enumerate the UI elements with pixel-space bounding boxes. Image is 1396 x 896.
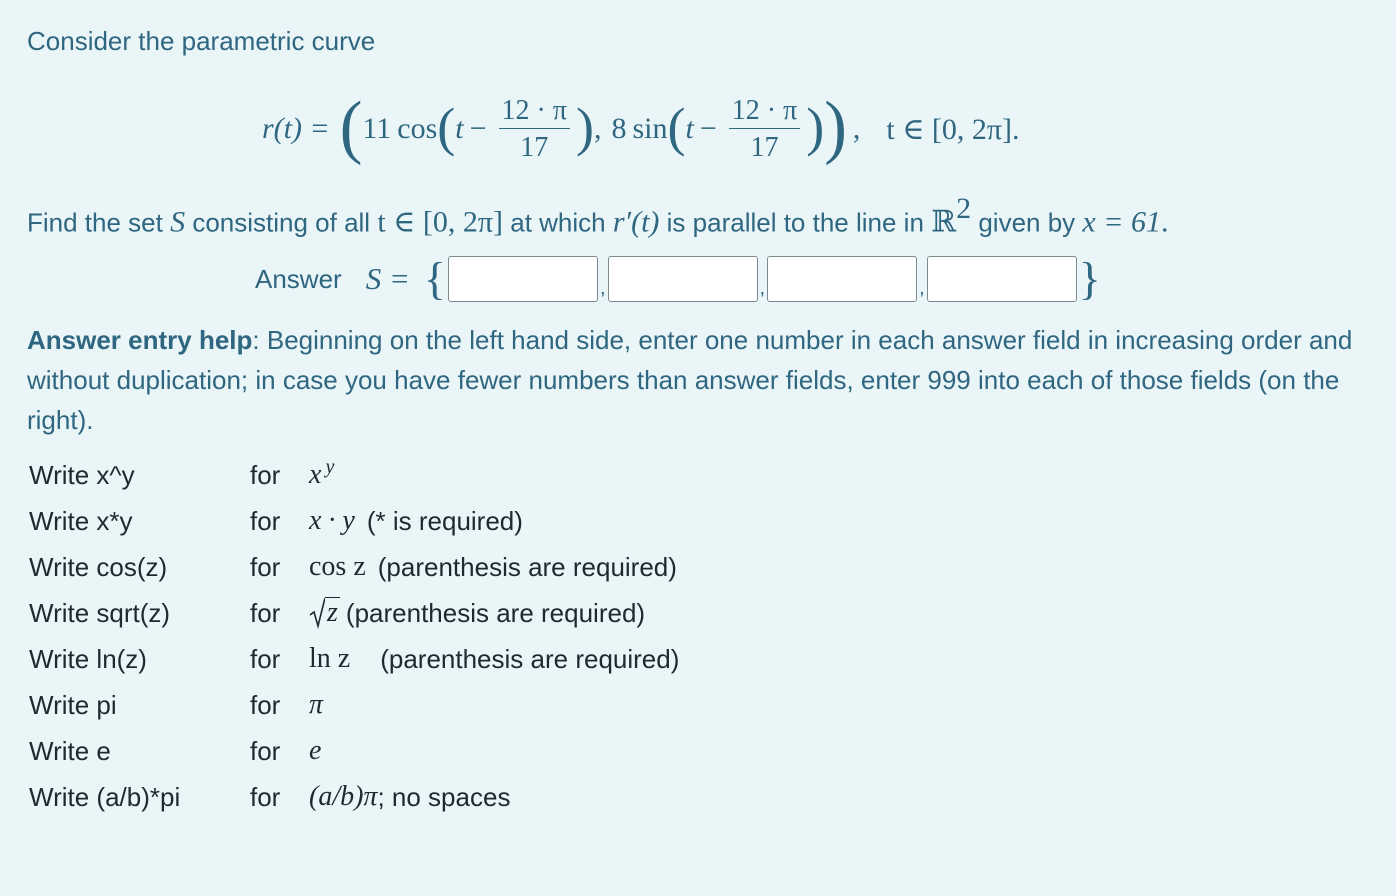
syntax-write: Write (a/b)*pi [29,781,181,812]
fraction-y-numerator: 12 · π [729,96,800,128]
answer-field-3[interactable] [767,256,917,302]
outer-close-paren: ) [824,86,847,166]
minus-x: − [469,112,487,145]
intro-text: Consider the parametric curve [27,26,376,56]
formula-lhs: r(t) = [262,112,330,145]
func-y: sin [632,112,668,145]
func-x: cos [397,112,438,145]
real-space-exponent: 2 [956,192,972,225]
answer-field-2[interactable] [608,256,758,302]
formula-domain: t ∈ [0, 2π]. [886,112,1020,146]
question-domain: t ∈ [0, 2π] [377,205,503,239]
syntax-for: for [250,735,281,766]
syntax-row-pi [29,682,679,728]
set-variable: S [170,205,186,239]
answer-label: Answer [255,263,342,294]
syntax-write: Write pi [29,689,117,720]
answer-separator-1: , [599,277,606,299]
inner-close-paren-x: ) [576,97,594,157]
syntax-write: Write ln(z) [29,643,147,674]
syntax-note: (parenthesis are required) [380,643,680,674]
fraction-x [499,96,570,162]
formula-comma: , [593,112,602,145]
question-text [27,192,1169,240]
open-brace: { [423,253,446,304]
help-title: Answer entry help [27,325,253,355]
outer-open-paren: ( [339,86,363,166]
syntax-note: (parenthesis are required) [345,597,646,628]
syntax-math: π [309,689,324,720]
answer-field-1[interactable] [448,256,598,302]
syntax-row-multiply [29,498,679,544]
question-period: . [1160,205,1169,239]
minus-y: − [699,112,717,145]
inner-close-paren-y: ) [806,97,825,157]
syntax-math: x [309,459,322,490]
answer-entry-help [27,320,1367,440]
syntax-for: for [250,781,281,812]
syntax-for: for [250,459,281,490]
inner-open-paren-x: ( [437,97,456,157]
syntax-write: Write x*y [29,505,133,536]
real-space: ℝ [931,205,957,239]
domain-comma: , [852,112,861,145]
syntax-math: cos z [309,551,366,582]
inner-open-paren-y: ( [667,97,686,157]
syntax-row-ln [29,636,679,682]
syntax-math: (a/b)π [309,781,378,812]
fraction-x-denominator: 17 [520,131,549,163]
derivative: r′(t) [612,205,660,239]
question-part1: Find the set [27,207,163,238]
answer-field-4[interactable] [927,256,1077,302]
syntax-for: for [250,551,281,582]
syntax-write: Write sqrt(z) [29,597,171,628]
fraction-y [729,96,800,162]
syntax-row-power [29,452,679,498]
help-text: : Beginning on the left hand side, enter one number in each answer field in increasing order and without duplication; in case you have fewer numbers than answer fields, enter 999 into each of those fields (on the right). [27,325,1353,435]
answer-row [255,252,1103,306]
syntax-note: (parenthesis are required) [377,551,677,582]
syntax-for: for [250,689,281,720]
fraction-y-denominator: 17 [750,131,779,163]
syntax-for: for [250,505,281,536]
syntax-math: x · y [309,505,355,536]
answer-lhs: S = [365,261,410,296]
syntax-math: z [327,597,338,629]
question-part2: consisting of all [192,207,371,238]
syntax-table [29,452,679,820]
syntax-math: e [309,735,322,766]
syntax-row-sqrt [29,590,679,636]
var-t-y: t [685,112,694,145]
syntax-for: for [250,643,281,674]
answer-separator-3: , [919,277,925,299]
coef-y: 8 [611,112,627,145]
syntax-note: ; no spaces [377,781,511,812]
syntax-for: for [250,597,281,628]
close-brace: } [1078,253,1101,304]
answer-separator-2: , [759,277,766,299]
parametric-formula [262,84,1020,174]
line-equation: x = 61 [1082,205,1161,239]
question-part4: is parallel to the line in [666,207,924,238]
coef-x: 11 [362,112,392,145]
syntax-math: ln z [309,643,351,674]
syntax-write: Write x^y [29,459,135,490]
question-part3: at which [510,207,606,238]
syntax-math-sup: y [325,455,335,478]
syntax-row-e [29,728,679,774]
fraction-x-numerator: 12 · π [499,96,570,128]
syntax-note: (* is required) [366,505,523,536]
var-t-x: t [455,112,464,145]
question-part5: given by [978,207,1076,238]
sqrt-symbol-icon [309,597,340,629]
syntax-write: Write e [29,735,111,766]
syntax-row-fraction-pi [29,774,679,820]
syntax-write: Write cos(z) [29,551,168,582]
syntax-row-cos [29,544,679,590]
